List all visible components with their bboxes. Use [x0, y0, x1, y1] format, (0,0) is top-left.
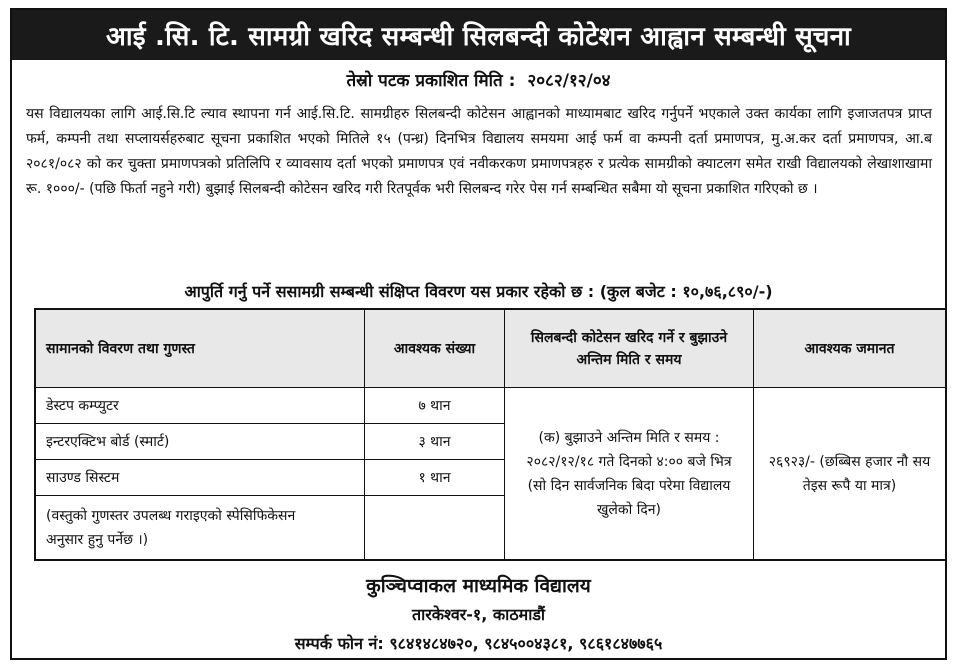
- item-cell: इन्टरएक्टिभ बोर्ड (स्मार्ट): [36, 424, 365, 460]
- school-address: तारकेश्वर-१, काठमाडौं: [411, 605, 546, 624]
- quantity-cell: ३ थान: [365, 424, 505, 460]
- notice-document: [10, 8, 947, 660]
- header-guarantee: आवश्यक जमानत: [754, 310, 945, 388]
- item-note-cell: (वस्तुको गुणस्तर उपलब्ध गराइएको स्पेसिफिकेसन अनुसार हुनु पर्नेछ ।): [36, 496, 365, 559]
- budget-summary: आपुर्ति गर्नु पर्ने ससामग्री सम्बन्धी संक्षिप्त विवरण यस प्रकार रहेको छ : (कुल बजेट : १०,७६,८९०/-): [184, 282, 773, 301]
- quantity-cell: [365, 496, 505, 559]
- publication-label: तेस्रो पटक प्रकाशित मिति :: [346, 71, 516, 91]
- item-cell: साउण्ड सिस्टम: [36, 460, 365, 496]
- header-deadline: सिलबन्दी कोटेसन खरिद गर्ने र बुझाउने अन्तिम मिति र समय: [505, 310, 754, 388]
- quantity-cell: ७ थान: [365, 388, 505, 424]
- publication-date: २०८२/१२/०४: [527, 71, 611, 91]
- school-name: कुञ्चिप्वाकल माध्यमिक विद्यालय: [366, 575, 591, 597]
- guarantee-cell: २६९२३/- (छब्बिस हजार नौ सय तेइस रूपै या मात्र): [768, 453, 931, 494]
- header-item: सामानको विवरण तथा गुणस्त: [36, 310, 365, 388]
- header-quantity: आवश्यक संख्या: [365, 310, 505, 388]
- notice-body: यस विद्यालयका लागि आई.सि.टि ल्याव स्थापना गर्न आई.सि.टि. सामग्रीहरु सिलबन्दी कोटेसन आह्वानको माध्यामबाट खरिद गर्नुपर्ने भएकाले उक्त कार्यका लागि इजाजतपत्र प्राप्त फर्म, कम्पनी तथा सप्लायर्सहरुबाट सूचना प्रकाशित भएको मितिले १५ (पन्ध्र) दिनभित्र विद्यालय समयमा आई फर्म वा कम्पनी दर्ता प्रमाणपत्र, मु.अ.कर दर्ता प्रमाणपत्र, आ.ब २०८१/०८२ को कर चुक्ता प्रमाणपत्रको प्रतिलिपि र व्यावसाय दर्ता भएको प्रमाणपत्र एवं नवीकरकण प्रमाणपत्रहरु र प्रत्येक सामग्रीको क्याटलग समेत राखी विद्यालयको लेखाशाखामा रू. १०००/- (पछि फिर्ता नहुने गरी) बुझाई सिलबन्दी कोटेसन खरिद गरी रितपूर्वक भरी सिलबन्द गरेर पेस गर्न सम्बन्धित सबैमा यो सूचना प्रकाशित गरिएको छ ।: [26, 106, 932, 197]
- deadline-cell: (क) बुझाउने अन्तिम मिति र समय : २०८२/१२/१८ गते दिनको ४:०० बजे भित्र (सो दिन सार्वजनिक बिदा परेमा विद्यालय खुलेको दिन): [505, 388, 754, 559]
- contact-phone: सम्पर्क फोन नं: ९८४१४८४७२०, ९८४५००४३८१, ९८६१८४७७६५: [294, 634, 663, 653]
- notice-title: आई .सि. टि. सामग्री खरिद सम्बन्धी सिलबन्दी कोटेशन आह्वान सम्बन्धी सूचना: [12, 10, 945, 60]
- procurement-table: [34, 308, 947, 561]
- quantity-cell: १ थान: [365, 460, 505, 496]
- publication-line: [12, 68, 945, 91]
- item-cell: डेस्टप कम्प्युटर: [36, 388, 365, 424]
